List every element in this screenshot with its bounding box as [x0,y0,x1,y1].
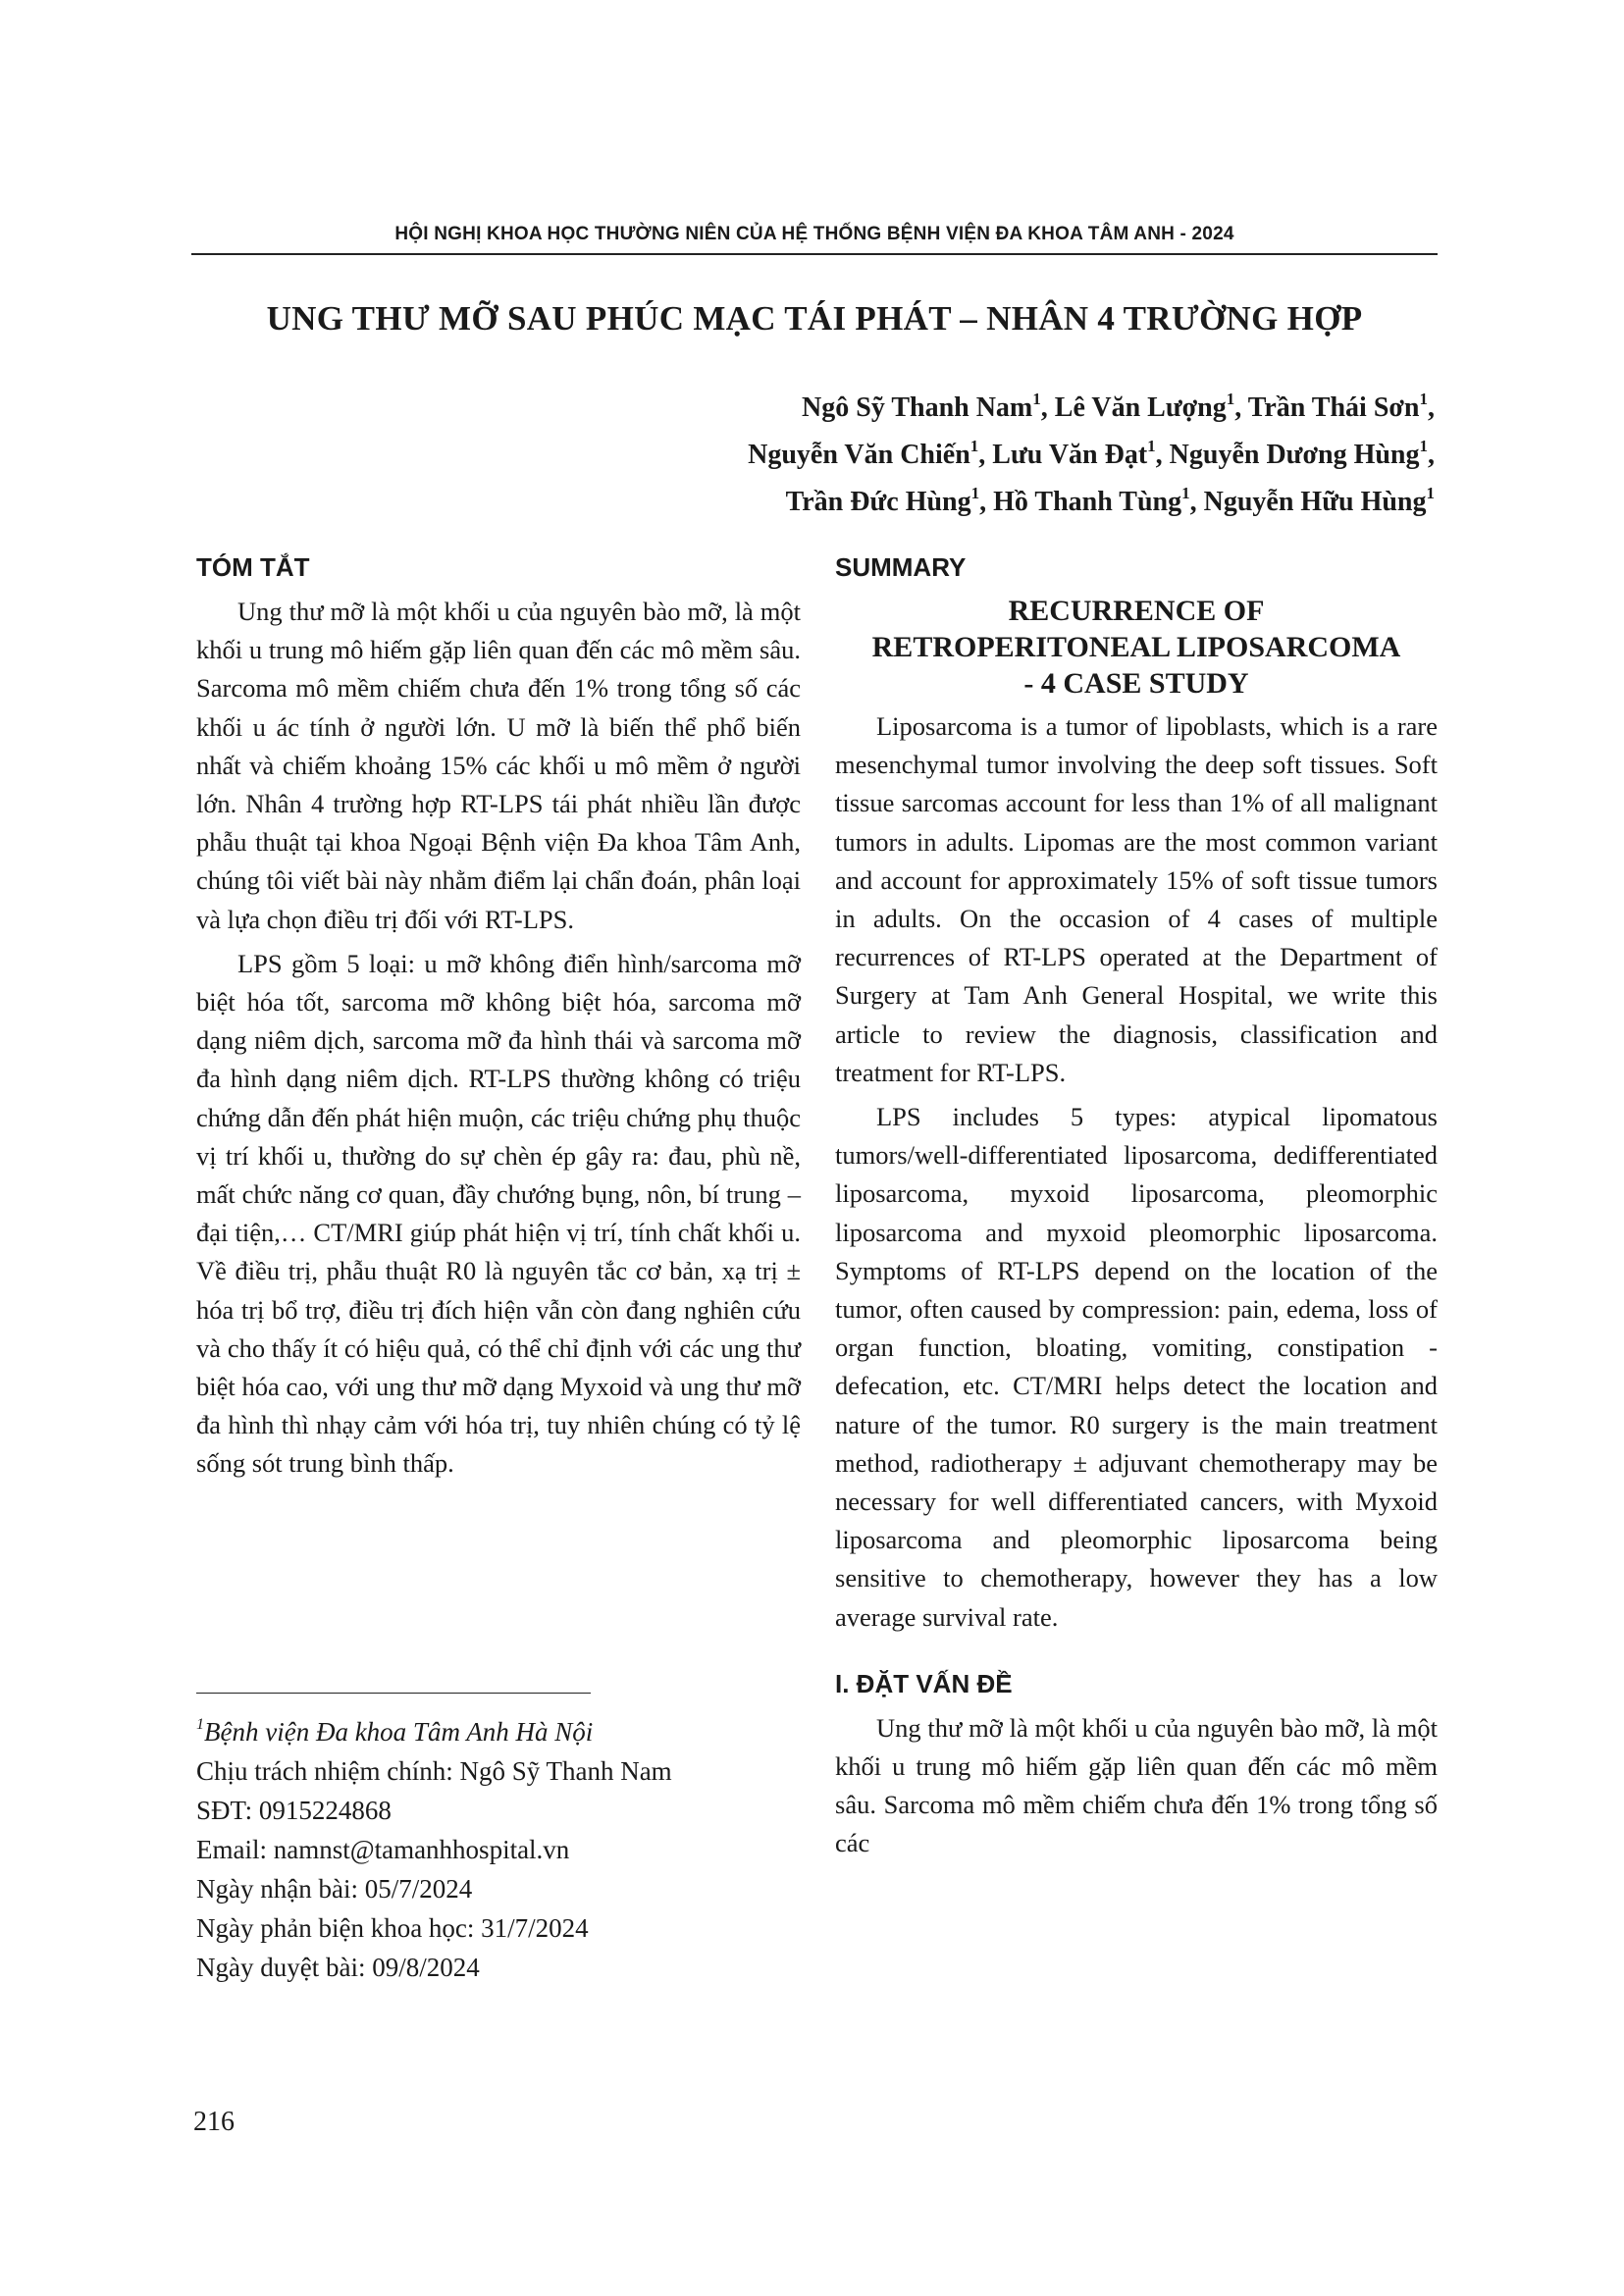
abstract-vi-paragraph: Ung thư mỡ là một khối u của nguyên bào mỡ, là một khối u trung mô hiếm gặp liên quan đến các mô mềm sâu. Sarcoma mô mềm chiếm chưa đến 1% trong tổng số các khối u ác tính ở người lớn. U mỡ là biến thể phổ biến nhất và chiếm khoảng 15% các khối u mô mềm ở người lớn. Nhân 4 trường hợp RT-LPS tái phát nhiều lần được phẫu thuật tại khoa Ngoại Bệnh viện Đa khoa Tâm Anh, chúng tôi viết bài này nhằm điểm lại chẩn đoán, phân loại và lựa chọn điều trị đối với RT-LPS. [196,597,801,934]
summary-paragraph: Liposarcoma is a tumor of lipoblasts, which is a rare mesenchymal tumor involving the deep soft tissues. Soft tissue sarcomas account for less than 1% of all malignant tumors in adults. Lipomas are the most common variant and account for approximately 15% of soft tissue tumors in adults. On the occasion of 4 cases of multiple recurrences of RT-LPS operated at the Department of Surgery at Tam Anh General Hospital, we write this article to review the diagnosis, classification and treatment for RT-LPS. [835,711,1438,1087]
section-paragraph: Ung thư mỡ là một khối u của nguyên bào mỡ, là một khối u trung mô hiếm gặp liên quan đến các mô mềm sâu. Sarcoma mô mềm chiếm chưa đến 1% trong tổng số các [835,1712,1438,1858]
footnotes [196,1712,801,1987]
abstract-vi-heading: TÓM TẮT [196,552,310,582]
summary-title-line: - 4 CASE STUDY [1023,667,1249,700]
affiliation-mark: 1 [1181,483,1190,502]
summary-heading: SUMMARY [835,552,967,582]
author-name: Ngô Sỹ Thanh Nam [802,392,1033,423]
header-rule [191,253,1438,255]
author-list [748,385,1435,526]
author-line: Nguyễn Văn Chiến$^1$, Lưu Văn Đạt$^1$, Nguyễn Dương Hùng$^1$, [748,436,1435,470]
affiliation-mark: 1 [1419,389,1428,408]
author-name: Nguyễn Hữu Hùng [1203,487,1427,517]
author-name: Nguyễn Văn Chiến [748,440,970,470]
affiliation-text: Bệnh viện Đa khoa Tâm Anh Hà Nội [204,1717,594,1747]
summary-title-line: RECURRENCE OF [1008,595,1265,627]
affiliation-mark: 1 [970,483,980,502]
phone: SĐT: 0915224868 [196,1796,392,1825]
page-number: 216 [193,2107,235,2137]
email: Email: namnst@tamanhhospital.vn [196,1835,570,1864]
footnote-affiliation [196,1712,801,1751]
author-line: Ngô Sỹ Thanh Nam$^1$, Lê Văn Lượng$^1$, Trần Thái Sơn$^1$, [802,389,1435,423]
running-header: HỘI NGHỊ KHOA HỌC THƯỜNG NIÊN CỦA HỆ THỐNG BỆNH VIỆN ĐA KHOA TÂM ANH - 2024 [394,224,1234,244]
affiliation-mark: 1 [1226,389,1235,408]
affiliation-mark: 1 [1419,436,1428,455]
author-name: Trần Thái Sơn [1247,392,1420,423]
accepted-date: Ngày duyệt bài: 09/8/2024 [196,1953,480,1982]
author-name: Hồ Thanh Tùng [993,487,1182,517]
article-title: UNG THƯ MỠ SAU PHÚC MẠC TÁI PHÁT – NHÂN 4 TRƯỜNG HỢP [266,299,1363,338]
author-line: Trần Đức Hùng$^1$, Hồ Thanh Tùng$^1$, Nguyễn Hữu Hùng$^1$ [785,483,1435,517]
section-heading: I. ĐẶT VẤN ĐỀ [835,1668,1013,1698]
review-date: Ngày phản biện khoa học: 31/7/2024 [196,1913,589,1943]
affiliation-mark: 1 [1426,483,1435,502]
author-name: Trần Đức Hùng [785,487,971,517]
corresponding-author: Chịu trách nhiệm chính: Ngô Sỹ Thanh Nam [196,1756,672,1786]
author-name: Nguyễn Dương Hùng [1169,440,1420,470]
received-date: Ngày nhận bài: 05/7/2024 [196,1874,473,1904]
author-name: Lưu Văn Đạt [992,440,1148,470]
summary-title [835,593,1438,702]
affiliation-mark: 1 [1032,389,1041,408]
footnote-rule [196,1693,591,1694]
summary-en [835,549,1438,1869]
summary-title-line: RETROPERITONEAL LIPOSARCOMA [871,631,1401,663]
affiliation-mark: 1 [1147,436,1156,455]
affiliation-mark: 1 [969,436,979,455]
summary-paragraph: LPS includes 5 types: atypical lipomatous tumors/well-differentiated liposarcoma, dedifferentiated liposarcoma, myxoid liposarcoma, pleomorphic liposarcoma and myxoid pleomorphic liposarcoma. Symptoms of RT-LPS depend on the location of the tumor, often caused by compression: pain, edema, loss of organ function, bloating, vomiting, constipation - defecation, etc. CT/MRI helps detect the location and nature of the tumor. R0 surgery is the main treatment method, radiotherapy ± adjuvant chemotherapy may be necessary for well differentiated cancers, with Myxoid liposarcoma and pleomorphic liposarcoma being sensitive to chemotherapy, however they has a low average survival rate. [835,1102,1438,1632]
abstract-vi-paragraph: LPS gồm 5 loại: u mỡ không điển hình/sarcoma mỡ biệt hóa tốt, sarcoma mỡ không biệt hóa, sarcoma mỡ dạng niêm dịch, sarcoma mỡ đa hình thái và sarcoma mỡ đa hình dạng niêm dịch. RT-LPS thường không có triệu chứng dẫn đến phát hiện muộn, các triệu chứng phụ thuộc vị trí khối u, thường do sự chèn ép gây ra: đau, phù nề, mất chức năng cơ quan, đầy chướng bụng, nôn, bí trung – đại tiện,… CT/MRI giúp phát hiện vị trí, tính chất khối u. Về điều trị, phẫu thuật R0 là nguyên tắc cơ bản, xạ trị ± hóa trị bổ trợ, điều trị đích hiện vẫn còn đang nghiên cứu và cho thấy ít có hiệu quả, có thể chỉ định với các ung thư biệt hóa cao, với ung thư mỡ dạng Myxoid và ung thư mỡ đa hình thì nhạy cảm với hóa trị, tuy nhiên chúng có tỷ lệ sống sót trung bình thấp. [196,948,801,1479]
author-name: Lê Văn Lượng [1054,392,1227,423]
footnote-mark: 1 [196,1716,204,1733]
abstract-vi [196,549,801,1489]
